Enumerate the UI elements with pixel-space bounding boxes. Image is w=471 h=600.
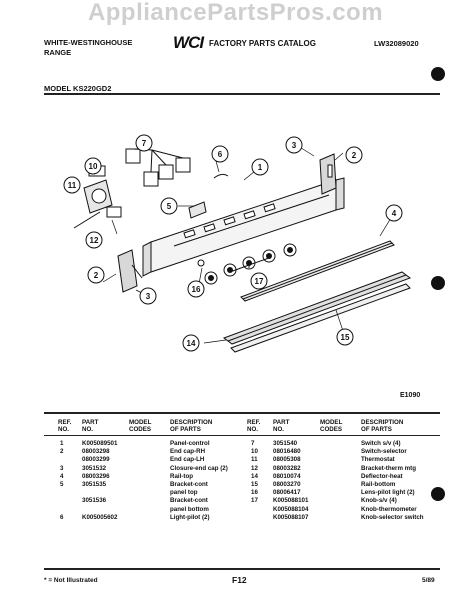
infinite-switches (126, 149, 190, 186)
table-row (60, 514, 246, 522)
bracket-cont (189, 202, 206, 218)
cell-codes (320, 448, 361, 456)
cell-part: K005088107 (273, 513, 309, 521)
cell-ref: 2 (60, 448, 64, 456)
cell-part (82, 506, 129, 514)
cell-codes (320, 481, 361, 489)
table-row (251, 506, 441, 514)
wci-logo: WCI (173, 33, 204, 52)
diagram-ref-code: E1090 (400, 392, 421, 399)
table-row (60, 481, 246, 489)
catalog-date: 5/89 (422, 577, 435, 584)
cell-part: 08005308 (273, 456, 301, 464)
callout-label: 2 (351, 151, 357, 160)
cell-desc: Panel-control (170, 440, 210, 447)
cell-ref (60, 456, 82, 464)
cell-ref: 10 (251, 448, 258, 456)
col-header-part-right: PART NO. (273, 419, 290, 433)
cell-codes (320, 465, 361, 473)
col-header-codes: MODEL CODES (129, 419, 152, 433)
table-row (251, 489, 441, 497)
table-row (251, 497, 441, 505)
table-row (60, 465, 246, 473)
pilot-light (214, 174, 228, 178)
cell-ref: 1 (60, 440, 64, 447)
table-top-rule (44, 412, 440, 414)
col-header-ref: REF. NO. (58, 419, 72, 433)
cell-codes (320, 440, 361, 448)
cell-ref: 3 (60, 464, 64, 472)
cell-part: 08006417 (273, 489, 301, 497)
table-row (60, 448, 246, 456)
cell-part (82, 489, 129, 497)
cell-ref: 5 (60, 481, 64, 489)
knobs (205, 244, 296, 284)
cell-desc: End cap-RH (170, 448, 206, 456)
callout-label: 10 (88, 162, 98, 171)
col-header-part: PART NO. (82, 419, 99, 433)
cell-codes (129, 514, 170, 522)
page-number: F12 (232, 575, 247, 585)
cell-ref (60, 497, 82, 505)
punch-hole-top (431, 67, 445, 81)
cell-codes (129, 440, 170, 448)
cell-ref: 15 (251, 481, 258, 489)
lens-pilot-light (198, 260, 204, 266)
table-row (251, 514, 441, 522)
cell-ref (60, 506, 82, 514)
cell-part: K005089501 (82, 440, 118, 447)
table-row (60, 456, 246, 464)
cell-desc: Lens-pilot light (2) (361, 489, 415, 497)
not-illustrated-note: * = Not Illustrated (44, 577, 98, 584)
cell-desc: Bracket-cont (170, 481, 208, 489)
cell-ref: 17 (251, 497, 258, 505)
cell-ref: 11 (251, 456, 258, 464)
col-header-ref-right: REF. NO. (247, 419, 261, 433)
table-row (251, 448, 441, 456)
cell-desc: Bracket-therm mtg (361, 464, 417, 472)
table-row (251, 440, 441, 448)
cell-part: 08003298 (82, 448, 110, 456)
cell-desc: Deflector-heat (361, 472, 403, 480)
cell-desc: Knob-thermometer (361, 505, 417, 513)
watermark: AppliancePartsPros.com (87, 0, 384, 26)
cell-codes (320, 456, 361, 464)
cell-codes (320, 514, 361, 522)
cell-desc: End cap-LH (170, 456, 205, 464)
table-row (251, 465, 441, 473)
callout-label: 14 (186, 339, 196, 348)
cell-ref: 4 (60, 472, 64, 480)
cell-desc: Light-pilot (2) (170, 513, 210, 521)
cell-desc: Thermostat (361, 456, 395, 464)
cell-codes (129, 489, 170, 497)
cell-ref: 16 (251, 489, 258, 497)
callout-label: 2 (93, 271, 99, 280)
cell-ref: 7 (251, 440, 255, 447)
callout-label: 4 (391, 209, 397, 218)
cell-part: 08003296 (82, 472, 110, 480)
brand-block (44, 38, 132, 58)
callout-label: 5 (166, 202, 172, 211)
cell-codes (129, 473, 170, 481)
cell-desc: Switch s/v (4) (361, 440, 401, 447)
cell-desc: Knob-selector switch (361, 513, 424, 521)
cell-part: K005088104 (273, 505, 309, 513)
footer-rule (44, 568, 440, 570)
cell-desc: Rail-top (170, 472, 194, 480)
callout-label: 12 (89, 236, 99, 245)
callout-label: 7 (141, 139, 147, 148)
cell-codes (129, 481, 170, 489)
cell-codes (129, 497, 170, 505)
cell-part: 08003299 (82, 456, 110, 464)
cell-ref (251, 506, 273, 514)
cell-codes (129, 448, 170, 456)
col-header-desc-right: DESCRIPTION OF PARTS (361, 419, 404, 433)
cell-desc: Bracket-cont (170, 497, 208, 505)
callout-label: 15 (340, 333, 350, 342)
brand-line-1: WHITE-WESTINGHOUSE (44, 38, 133, 47)
cell-desc: panel bottom (170, 505, 209, 513)
cell-ref (251, 514, 273, 522)
cell-part: 08010074 (273, 472, 301, 480)
cell-part: 08016480 (273, 448, 301, 456)
table-row (60, 473, 246, 481)
cell-part: 3051535 (82, 481, 107, 489)
catalog-code: LW32089020 (374, 39, 419, 48)
brand-line-2: RANGE (44, 48, 72, 57)
cell-desc: Rail-bottom (361, 481, 396, 489)
cell-ref: 14 (251, 472, 258, 480)
end-cap-lh (118, 250, 142, 292)
thermostat (74, 180, 121, 228)
cell-desc: panel top (170, 489, 198, 497)
callout-label: 3 (145, 292, 151, 301)
cell-codes (320, 506, 361, 514)
cell-desc: Closure-end cap (2) (170, 464, 228, 472)
col-header-desc: DESCRIPTION OF PARTS (170, 419, 213, 433)
table-row (251, 456, 441, 464)
cell-codes (320, 489, 361, 497)
cell-ref (60, 489, 82, 497)
cell-part: 08003282 (273, 464, 301, 472)
cell-codes (320, 473, 361, 481)
callout-label: 11 (67, 181, 77, 190)
cell-part: 3051540 (273, 440, 298, 447)
callout-label: 6 (217, 150, 223, 159)
table-row (251, 473, 441, 481)
parts-table-right (251, 440, 441, 522)
catalog-title: FACTORY PARTS CATALOG (209, 39, 316, 48)
table-row (60, 489, 246, 497)
table-row (60, 506, 246, 514)
callout-label: 3 (291, 141, 297, 150)
cell-ref: 6 (60, 513, 64, 521)
model-number: MODEL KS220GD2 (44, 84, 112, 93)
cell-desc: Knob-s/v (4) (361, 497, 397, 505)
cell-codes (320, 497, 361, 505)
end-cap-rh (320, 154, 336, 194)
table-row (60, 440, 246, 448)
cell-part: 3051536 (82, 497, 107, 505)
cell-codes (129, 465, 170, 473)
header-rule (44, 93, 440, 95)
table-header-rule (44, 435, 440, 436)
cell-part: 08003270 (273, 481, 301, 489)
cell-part: K005005602 (82, 513, 118, 521)
cell-codes (129, 456, 170, 464)
callout-label: 16 (191, 285, 201, 294)
cell-ref: 12 (251, 464, 258, 472)
table-row (251, 481, 441, 489)
cell-desc: Switch-selector (361, 448, 407, 456)
table-row (60, 497, 246, 505)
cell-part: K005088101 (273, 497, 309, 505)
col-header-codes-right: MODEL CODES (320, 419, 343, 433)
cell-part: 3051532 (82, 464, 107, 472)
parts-table-left (60, 440, 246, 522)
callout-label: 17 (254, 277, 264, 286)
exploded-parts-diagram (44, 100, 440, 390)
cell-codes (129, 506, 170, 514)
callout-label: 1 (257, 163, 263, 172)
